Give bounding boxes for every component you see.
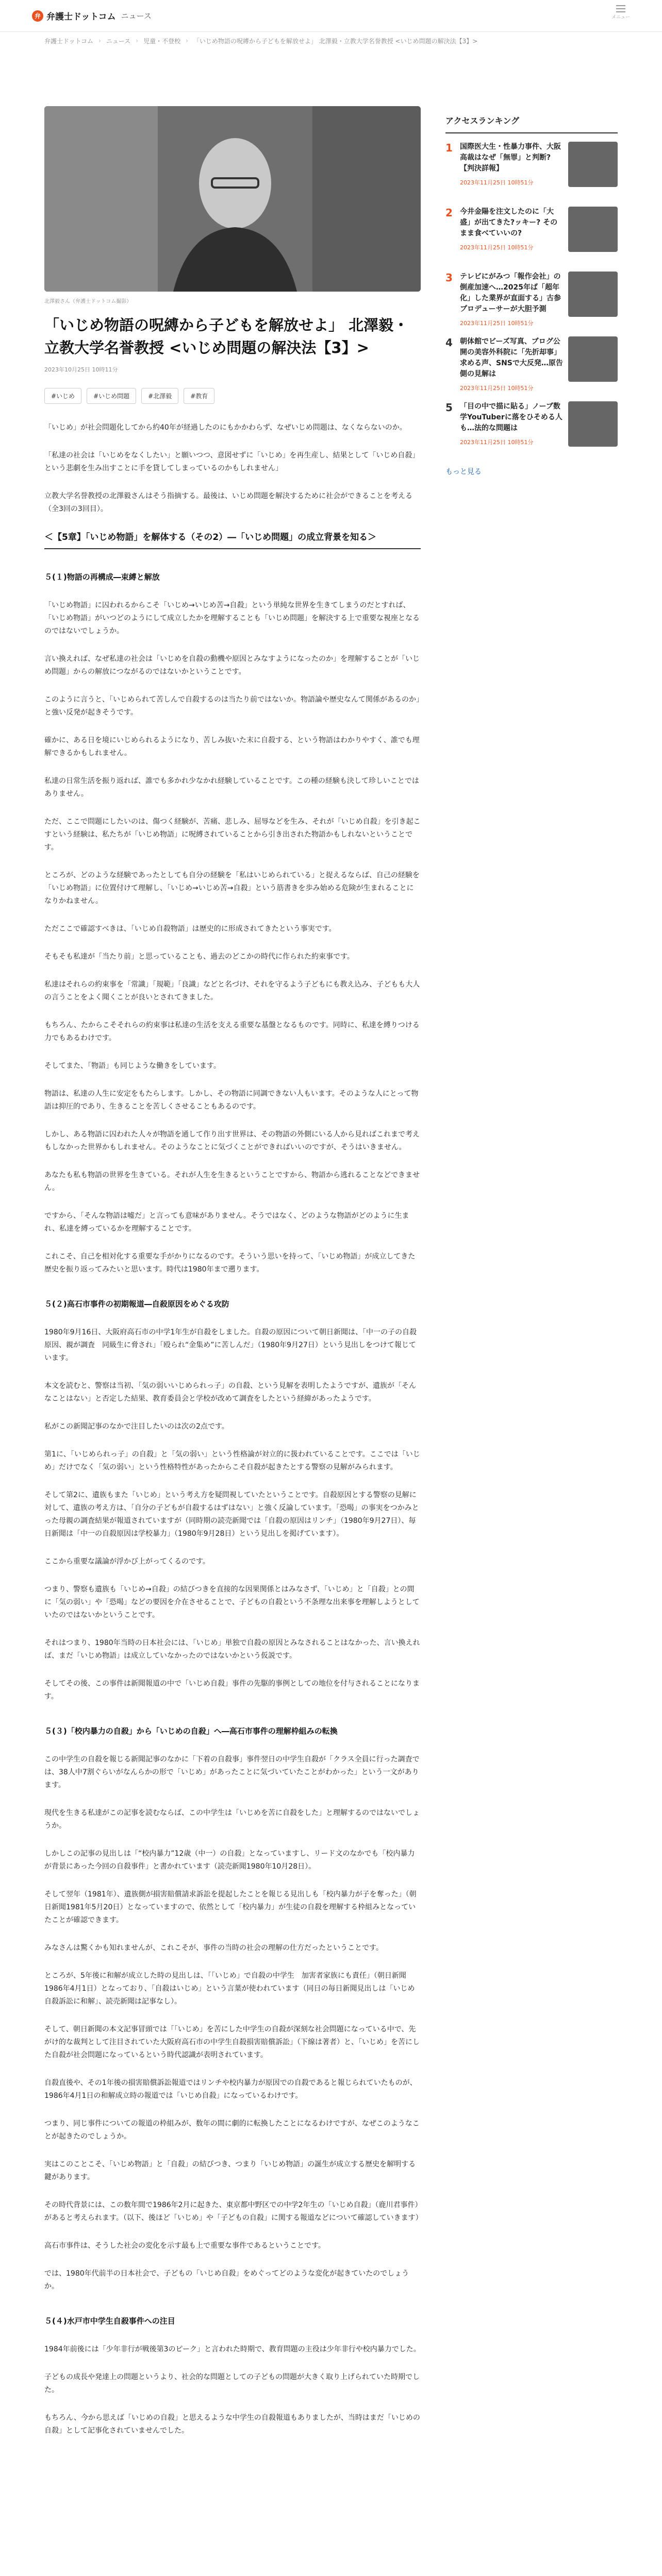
paragraph: ただここで確認すべきは、「いじめ自殺物語」は歴史的に形成されてきたという事実です。: [44, 925, 336, 933]
paragraph: 言い換えれば、なぜ私達の社会は「いじめを自殺の動機や原因とみなすようになったのか」を理解することが「いじめ問題」からの解放につながるのではないかということです。: [44, 655, 420, 676]
ranking-heading: アクセスランキング: [445, 114, 618, 133]
site-logo[interactable]: [32, 9, 152, 22]
paragraph: しかし、ある物語に囚われた人々が物語を通して作り出す世界は、その物語の外側にいる人から見ればこれまで考えもしなかった世界かもしれません。そのようなことに気づくことができればいいのですが、そうはいきません。: [44, 1130, 420, 1151]
paragraph: この中学生の自殺を報じる新聞記事のなかに「下着の自殺事」事件翌日の中学生自殺が「クラス全員に行った調査では、38人中7割ぐらいがなんらかの形で「いじめ」があったことに気づいていたことがわかった」という一文があります。: [44, 1755, 420, 1789]
logo-sub: ニュース: [121, 11, 152, 21]
ranking-date: 2023年11月25日 10時51分: [460, 320, 534, 327]
paragraph: もちろん、たからこそそれらの約束事は私達の生活を支える重要な基盤となるものです。同時に、私達を縛りつける力でもあるわけです。: [44, 1021, 420, 1042]
paragraph: 1984年前後には「少年非行が戦後第3のピーク」と言われた時期で、教育問題の主役は少年非行や校内暴力でした。: [44, 2345, 421, 2353]
chevron-right-icon: ›: [136, 37, 139, 44]
article-title: 「いじめ物語の呪縛から子どもを解放せよ」 北澤毅・立教大学名誉教授 <いじめ問題の解決法【3】>: [44, 316, 409, 357]
paragraph: 私がこの新聞記事のなかで注目したいのは次の2点です。: [44, 1422, 229, 1431]
breadcrumb-item-home[interactable]: 弁護士ドットコム: [44, 37, 94, 45]
paragraph: みなさんは驚くかも知れませんが、これこそが、事件の当時の社会の理解の仕方だったということです。: [44, 1944, 383, 1952]
menu-button[interactable]: [611, 5, 630, 20]
ranking-title[interactable]: テレビにがみつ「報作会社」の倒産加速へ…2025年ば「超年化」した業界が直面する」古参プロデューサーが大胆予測: [460, 273, 561, 313]
paragraph: ここから重要な議論が浮かび上がってくるのです。: [44, 1557, 210, 1566]
section-heading: ＜【5章】「いじめ物語」を解体する（その2）―「いじめ問題」の成立背景を知る＞: [44, 531, 421, 549]
article: [44, 106, 421, 2452]
paragraph: もちろん、今から思えば「いじめの自殺」と思えるような中学生の自殺報道もありましたが、当時はまだ「いじめの自殺」として記事化されていませんでした。: [44, 2414, 420, 2435]
article-date: 2023年10月25日 10時11分: [44, 366, 118, 373]
ranking-thumbnail[interactable]: [568, 142, 618, 187]
paragraph: これこそ、自己を相対化する重要な手がかりになるのです。そういう思いを持って、「いじめ物語」が成立してきた歴史を振り返ってみたいと思います。時代は1980年まで遡ります。: [44, 1252, 416, 1274]
tag-link[interactable]: #いじめ: [44, 388, 81, 404]
breadcrumb-item-news[interactable]: ニュース: [106, 37, 131, 45]
ranking-date: 2023年11月25日 10時51分: [460, 244, 534, 251]
paragraph: ただ、ここで問題にしたいのは、傷つく経験が、苦痛、悲しみ、屈辱などを生み、それが「いじめ自殺」を引き起こすという経験は、私たちが「いじめ物語」に呪縛されていることから引き出された物語かもしれないということです。: [44, 818, 421, 852]
paragraph: 物語は、私達の人生に安定をもたらします。しかし、その物語に同調できない人もいます。そのような人にとって物語は抑圧的であり、生きることを苦しくさせることもあるのです。: [44, 1090, 419, 1111]
logo-icon: 弁: [32, 10, 43, 22]
article-hero-image: [44, 106, 421, 292]
ranking-item[interactable]: [445, 133, 618, 198]
paragraph: そして第2に、遺族もまた「いじめ」という考え方を疑問視していたということです。自殺原因とする警察の見解に対して、遺族の考え方は、「自分の子どもが自殺するはずはない」と強く反論しています。「恐喝」の事実をつかみとった母親の調査結果が報道されていますが（同時期の読売新聞では「自殺の原因はリンチ」（1980年9月27日）、毎日新聞は「中一の自殺原因は学校暴力」（1980年9月28日）という見出しを掲げています）。: [44, 1491, 419, 1538]
ranking-number: 2: [445, 207, 453, 219]
ranking-item[interactable]: [445, 263, 618, 328]
chevron-right-icon: ›: [186, 37, 188, 44]
paragraph: ところが、5年後に和解が成立した時の見出しは、「「いじめ」で自殺の中学生 加害者家族にも責任」（朝日新聞1986年4月1日）となっており、「自殺はいじめ」という言葉が使われています（同日の毎日新聞見出しは「いじめ自殺訴訟に和解」、読売新聞は記事なし）。: [44, 1972, 415, 2006]
ranking-item[interactable]: [445, 393, 618, 458]
paragraph: 立教大学名誉教授の北澤毅さんはそう指摘する。最後は、いじめ問題を解決するために社会ができることを考える（全3回の3回目）。: [44, 492, 412, 513]
breadcrumb-item-current: 「いじめ物語の呪縛から子どもを解放せよ」 北澤毅・立教大学名誉教授 <いじめ問題の解決法【3】>: [193, 37, 478, 45]
paragraph: そして翌年（1981年）、遺族側が損害賠償請求訴訟を提起したことを報じる見出しも「校内暴力が子を奪った」（朝日新聞1981年5月20日）となっていますので、依然として「校内暴力」が生徒の自殺を理解する枠組みとなっていたことが確認できます。: [44, 1890, 417, 1924]
section-heading: ５(１)物語の再構成―束縛と解放: [44, 572, 160, 582]
ranking-date: 2023年11月25日 10時51分: [460, 385, 534, 392]
menu-label: メニュー: [611, 15, 630, 20]
paragraph: ところが、どのような経験であったとしても自分の経験を「私はいじめられている」と捉えるならば、自己の経験を「いじめ物語」に位置付けて理解し、「いじめ→いじめ苦→自殺」という筋書きを歩み始める危険が生まれることになりかねません。: [44, 871, 420, 905]
section-heading: ５(２)高石市事件の初期報道―自殺原因をめぐる攻防: [44, 1299, 229, 1309]
paragraph: では、1980年代前半の日本社会で、子どもの「いじめ自殺」をめぐってどのような変化が起きていたのでしょうか。: [44, 2269, 409, 2291]
ranking-number: 5: [445, 401, 453, 414]
paragraph: 私達はそれらの約束事を「常識」「規範」「良識」などと名づけ、それを守るよう子どもにも教え込み、子どもも大人の言うことをよく聞くことが良いとされてきました。: [44, 980, 420, 1002]
paragraph: しかしこの記事の見出しは「“校内暴力”12歳（中一）の自殺」となっていますし、リード文のなかでも「校内暴力が背景にあった今回の自殺事件」と書かれています（読売新聞1980年10月28日）。: [44, 1850, 415, 1871]
ranking-text: [460, 142, 563, 190]
paragraph: 確かに、ある日を境にいじめられるようになり、苦しみ抜いた末に自殺する、という物語はわかりやすく、誰でも理解できるかもしれません。: [44, 736, 420, 757]
paragraph: つまり、同じ事件についての報道の枠組みが、数年の間に劇的に転換したことになるわけですが、なぜこのようなことが起きたのでしょうか。: [44, 2120, 420, 2141]
ranking-title[interactable]: 国際医大生・性暴力事件、大阪高裁はなぜ「無罪」と判断? 【判決詳報】: [460, 143, 561, 173]
paragraph: そしてまた、「物語」も同じような働きをしています。: [44, 1062, 221, 1070]
logo-name: 弁護士ドットコム: [46, 12, 116, 22]
ranking-number: 4: [445, 336, 453, 349]
paragraph: 「私達の社会は「いじめをなくしたい」と願いつつ、意図せずに「いじめ」を再生産し、結果として「いじめ自殺」という悲劇を生み出すことに手を貸してしまっているのかもしれません」: [44, 451, 420, 472]
section-heading: ５(３)「校内暴力の自殺」から「いじめの自殺」へ―高石市事件の理解枠組みの転換: [44, 1726, 338, 1736]
paragraph: ですから、「そんな物語は嘘だ」と言っても意味がありません。そうではなく、どのような物語がどのように生まれ、私達を縛っているかを理解することです。: [44, 1212, 409, 1233]
paragraph: そもそも私達が「当たり前」と思っていることも、過去のどこかの時代に作られた約束事です。: [44, 953, 354, 961]
paragraph: その時代背景には、この数年間で1986年2月に起きた、東京都中野区での中学2年生の「いじめ自殺」（鹿川君事件）があると考えられます。（以下、後ほど「いじめ」や「子どもの自殺」に関する報道などについて確認していきます）: [44, 2201, 423, 2222]
paragraph: 自殺直後や、その1年後の損害賠償訴訟報道ではリンチや校内暴力が原因での自殺であると報じられていたものが、1986年4月1日の和解成立時の報道では「いじめ自殺」になっているわけです。: [44, 2079, 417, 2100]
ranking-title[interactable]: 朝体館でビーズ写真、ブログ公開の美容外科院に「先折却事」求める声、SNSで大反発…原告側の見解は: [460, 337, 563, 378]
paragraph: 現代を生きる私達がこの記事を読むならば、この中学生は「いじめを苦に自殺をした」と理解するのではないでしょうか。: [44, 1809, 420, 1830]
ranking-text: [460, 272, 563, 327]
ranking-date: 2023年11月25日 10時51分: [460, 179, 534, 186]
chevron-right-icon: ›: [98, 37, 101, 44]
ranking-item[interactable]: [445, 198, 618, 263]
paragraph: 「いじめ物語」に囚われるからこそ「いじめ→いじめ苦→自殺」という単純な世界を生きてしまうのだとすれば、「いじめ物語」がいつどのようにして成立したかを理解することも「いじめ問題」を解決する上で重要な視座となるのではないでしょうか。: [44, 601, 420, 635]
ranking-item[interactable]: [445, 328, 618, 393]
paragraph: 子どもの成長や発達上の問題というより、社会的な問題としての子どもの問題が大きく取り上げられていた時期でした。: [44, 2373, 420, 2394]
ranking-thumbnail[interactable]: [568, 207, 618, 252]
image-caption: 北澤毅さん（弁護士ドットコム撮影）: [44, 299, 132, 304]
tag-link[interactable]: #教育: [184, 388, 214, 404]
paragraph: それはつまり、1980年当時の日本社会には、「いじめ」単独で自殺の原因とみなされることはなかった、言い換えれば、まだ「いじめ物語」は成立していなかったのではないかという仮説です。: [44, 1639, 420, 1660]
paragraph: つまり、警察も遺族も「いじめ→自殺」の結びつきを直接的な因果関係とはみなさず、「いじめ」と「自殺」との間に「気の弱い」や「恐喝」などの要因を介在させることで、子どもの自殺という不条理な出来事を理解しようとしていたのではないかということです。: [44, 1585, 420, 1619]
access-ranking: [445, 114, 618, 477]
site-header: [0, 0, 662, 32]
ranking-date: 2023年11月25日 10時51分: [460, 439, 534, 446]
ranking-text: [460, 336, 563, 392]
ranking-text: [460, 401, 563, 450]
ranking-list: [445, 133, 618, 458]
paragraph: このように言うと、「いじめられて苦しんで自殺するのは当たり前ではないか。物語論や歴史なんて関係があるのか」と強い反発が起きそうです。: [44, 696, 420, 717]
ranking-title[interactable]: 今井金陽を注文したのに「大盛」が出てきた?ッキー? そのまま食べていいの?: [460, 208, 558, 238]
portrait-photo: [44, 106, 421, 292]
tag-link[interactable]: #北澤毅: [141, 388, 178, 404]
breadcrumb: [0, 32, 662, 49]
paragraph: 私達の日常生活を振り返れば、誰でも多かれ少なかれ経験していることです。この種の経験も決して珍しいことではありません。: [44, 777, 419, 798]
section-heading: ５(４)水戸市中学生自殺事件への注目: [44, 2316, 175, 2326]
breadcrumb-item-category[interactable]: 児童・不登校: [143, 37, 181, 45]
paragraph: 実はこのことこそ、「いじめ物語」と「自殺」の結びつき、つまり「いじめ物語」の誕生が成立する歴史を解明する鍵があります。: [44, 2160, 416, 2181]
ranking-thumbnail[interactable]: [568, 272, 618, 317]
paragraph: 本文を読むと、警察は当初、「気の弱いいじめられっ子」の自殺、という見解を表明したようですが、遺族が「そんなことはない」と否定した結果、教育委員会と学校が改めて調査をしたという経緯があったようです。: [44, 1382, 416, 1403]
ranking-thumbnail[interactable]: [568, 336, 618, 382]
ranking-title[interactable]: 「目の中で描に貼る」ノーブ数学YouTuberに落をひそめる人も…法的な問題は: [460, 402, 562, 432]
ranking-text: [460, 207, 563, 255]
paragraph: そして、朝日新聞の本文記事冒頭では「「いじめ」を苦にした中学生の自殺が深刻な社会問題になっている中で、先がけ的な裁判として注目されていた大阪府高石市の中学生自殺損害賠償訴訟」（下線は著者）と、「いじめ」を苦にした自殺が社会問題になっているという時代認識が表明されています。: [44, 2025, 420, 2059]
hamburger-icon: [616, 5, 625, 12]
ranking-number: 1: [445, 142, 453, 154]
tag-list: [44, 388, 421, 404]
tag-link[interactable]: #いじめ問題: [87, 388, 136, 404]
ranking-thumbnail[interactable]: [568, 401, 618, 447]
paragraph: そしてその後、この事件は新聞報道の中で「いじめ自殺」事件の先駆的事例としての地位を付与されることになります。: [44, 1680, 420, 1701]
paragraph: 1980年9月16日、大阪府高石市の中学1年生が自殺をしました。自殺の原因について朝日新聞は、「中一の子の自殺原因、親が調査 同級生に脅され」「殴られ“金集め”に苦しんだ」（1980年9月27日）という見出しをつけて報じています。: [44, 1328, 417, 1362]
article-body: [44, 421, 421, 2437]
more-link[interactable]: もっと見る: [445, 468, 482, 476]
paragraph: 「いじめ」が社会問題化してから約40年が経過したのにもかかわらず、なぜいじめ問題は、なくならないのか。: [44, 423, 407, 432]
paragraph: あなたも私も物語の世界を生きている。それが人生を生きるということですから、物語から逃れることなどできません。: [44, 1171, 420, 1192]
paragraph: 第1に、「いじめられっ子」の自殺」と「気の弱い」という性格論が対立的に扱われていることです。ここでは「いじめ」だけでなく「気の弱い」という性格特性があったからこそ自殺が起きたとする警察の見解がみられます。: [44, 1450, 420, 1471]
paragraph: 高石市事件は、そうした社会の変化を示す最も上で重要な事件であるということです。: [44, 2242, 325, 2250]
ranking-number: 3: [445, 272, 453, 284]
